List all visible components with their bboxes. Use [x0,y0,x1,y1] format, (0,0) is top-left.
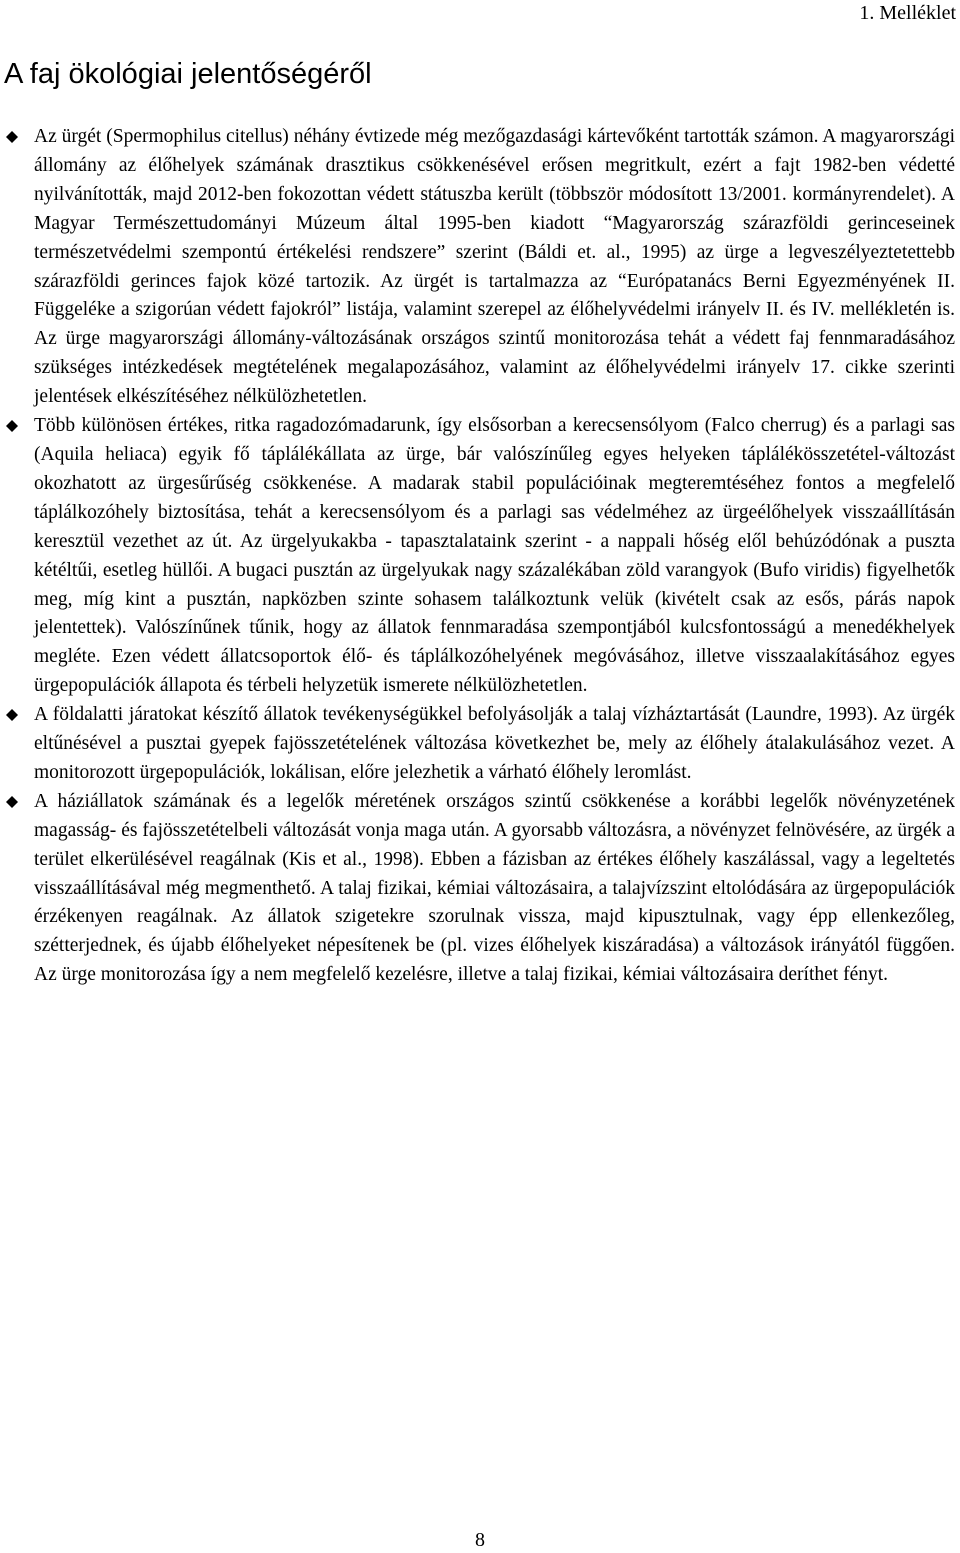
bullet-text: A földalatti járatokat készítő állatok tevékenységükkel befolyásolják a talaj vízháztartását (Laundre, 1993). Az ürgék eltűnésével a pusztai gyepek fajösszetételének változása következhet be, mely az élőhely átalakulásához vezet. A monitorozott ürgepopulációk, lokálisan, előre jelezhetik a várható élőhely leromlást. [34,704,955,783]
bullet-list [0,123,960,990]
page-title: A faj ökológiai jelentőségéről [4,58,372,90]
page-number: 8 [475,1529,485,1551]
diamond-bullet-icon [6,420,18,432]
bullet-item-3 [0,701,960,788]
bullet-text: Több különösen értékes, ritka ragadozómadarunk, így elsősorban a kerecsensólyom (Falco cherrug) és a parlagi sas (Aquila heliaca) egyik fő táplálékállata az ürge, bár valószínűleg egyes helyeken táplálékösszetétel-változást okozhatott az ürgesűrűség csökkenése. A madarak stabil populációinak megteremtéséhez fontos a megfelelő táplálkozóhely biztosítása, tehát a kerecsensólyom és a parlagi sas védelméhez az ürgeélőhelyek visszaállításán keresztül vezethet az út. Az ürgelyukakba - tapasztalataink szerint - a nappali hőség elől behúzódónak a puszta kétéltűi, esetleg hüllői. A bugaci pusztán az ürgelyukak nagy százalékában zöld varangyok (Bufo viridis) figyelhetők meg, míg kint a pusztán, napközben szinte sohasem találkoztunk velük (kivételt csak az esős, párás napok jelentettek). Valószínűnek tűnik, hogy az állatok fennmaradása szempontjából kulcsfontosságú a menedékhelyek megléte. Ezen védett állatcsoportok élő- és táplálkozóhelyének megóvásához, illetve visszaalakításához egyes ürgepopulációk állapota és térbeli helyzetük ismerete nélkülözhetetlen. [34,415,955,697]
diamond-bullet-icon [6,709,18,721]
bullet-item-1 [0,123,960,412]
bullet-item-2 [0,412,960,701]
annex-label: 1. Melléklet [859,2,956,24]
bullet-text: Az ürgét (Spermophilus citellus) néhány évtizede még mezőgazdasági kártevőként tartották számon. A magyarországi állomány az élőhelyek számának drasztikus csökkenésével erősen megritkult, ezért a fajt 1982-ben védetté nyilvánították, majd 2012-ben fokozottan védett státuszba került (többször módosított 13/2001. kormányrendelet). A Magyar Természettudományi Múzeum által 1995-ben kiadott “Magyarország szárazföldi gerinceseinek természetvédelmi szempontú értékelési rendszere” szerint (Báldi et. al., 1995) az ürge a legveszélyeztetettebb szárazföldi gerinces fajok közé tartozik. Az ürgét is tartalmazza az “Európatanács Berni Egyezményének II. Függeléke a szigorúan védett fajokról” listája, valamint szerepel az élőhelyvédelmi irányelv II. és IV. mellékletén is. Az ürge magyarországi állomány-változásának országos szintű monitorozása tehát a védett faj fennmaradásához szükséges intézkedések megtételének megalapozásához, valamint az élőhelyvédelmi irányelv 17. cikke szerinti jelentések elkészítéséhez nélkülözhetetlen. [34,126,955,408]
diamond-bullet-icon [6,796,18,808]
diamond-bullet-icon [6,131,18,143]
bullet-item-4 [0,788,960,990]
bullet-text: A háziállatok számának és a legelők méretének országos szintű csökkenése a korábbi legelők növényzetének magasság- és fajösszetételbeli változását vonja maga után. A gyorsabb változásra, a növényzet felnövésére, az ürgék a terület elkerülésével reagálnak (Kis et al., 1998). Ebben a fázisban az értékes élőhely kaszálással, vagy a legeltetés visszaállításával még megmenthető. A talaj fizikai, kémiai változásaira, a talajvízszint eltolódására az ürgepopulációk érzékenyen reagálnak. Az állatok szigetekre szorulnak vissza, majd kipusztulnak, vagy épp ellenkezőleg, szétterjednek, és újabb élőhelyeket népesítenek be (pl. vizes élőhelyek kiszáradása) a változások irányától függően. Az ürge monitorozása így a nem megfelelő kezelésre, illetve a talaj fizikai, kémiai változásaira deríthet fényt. [34,790,955,986]
